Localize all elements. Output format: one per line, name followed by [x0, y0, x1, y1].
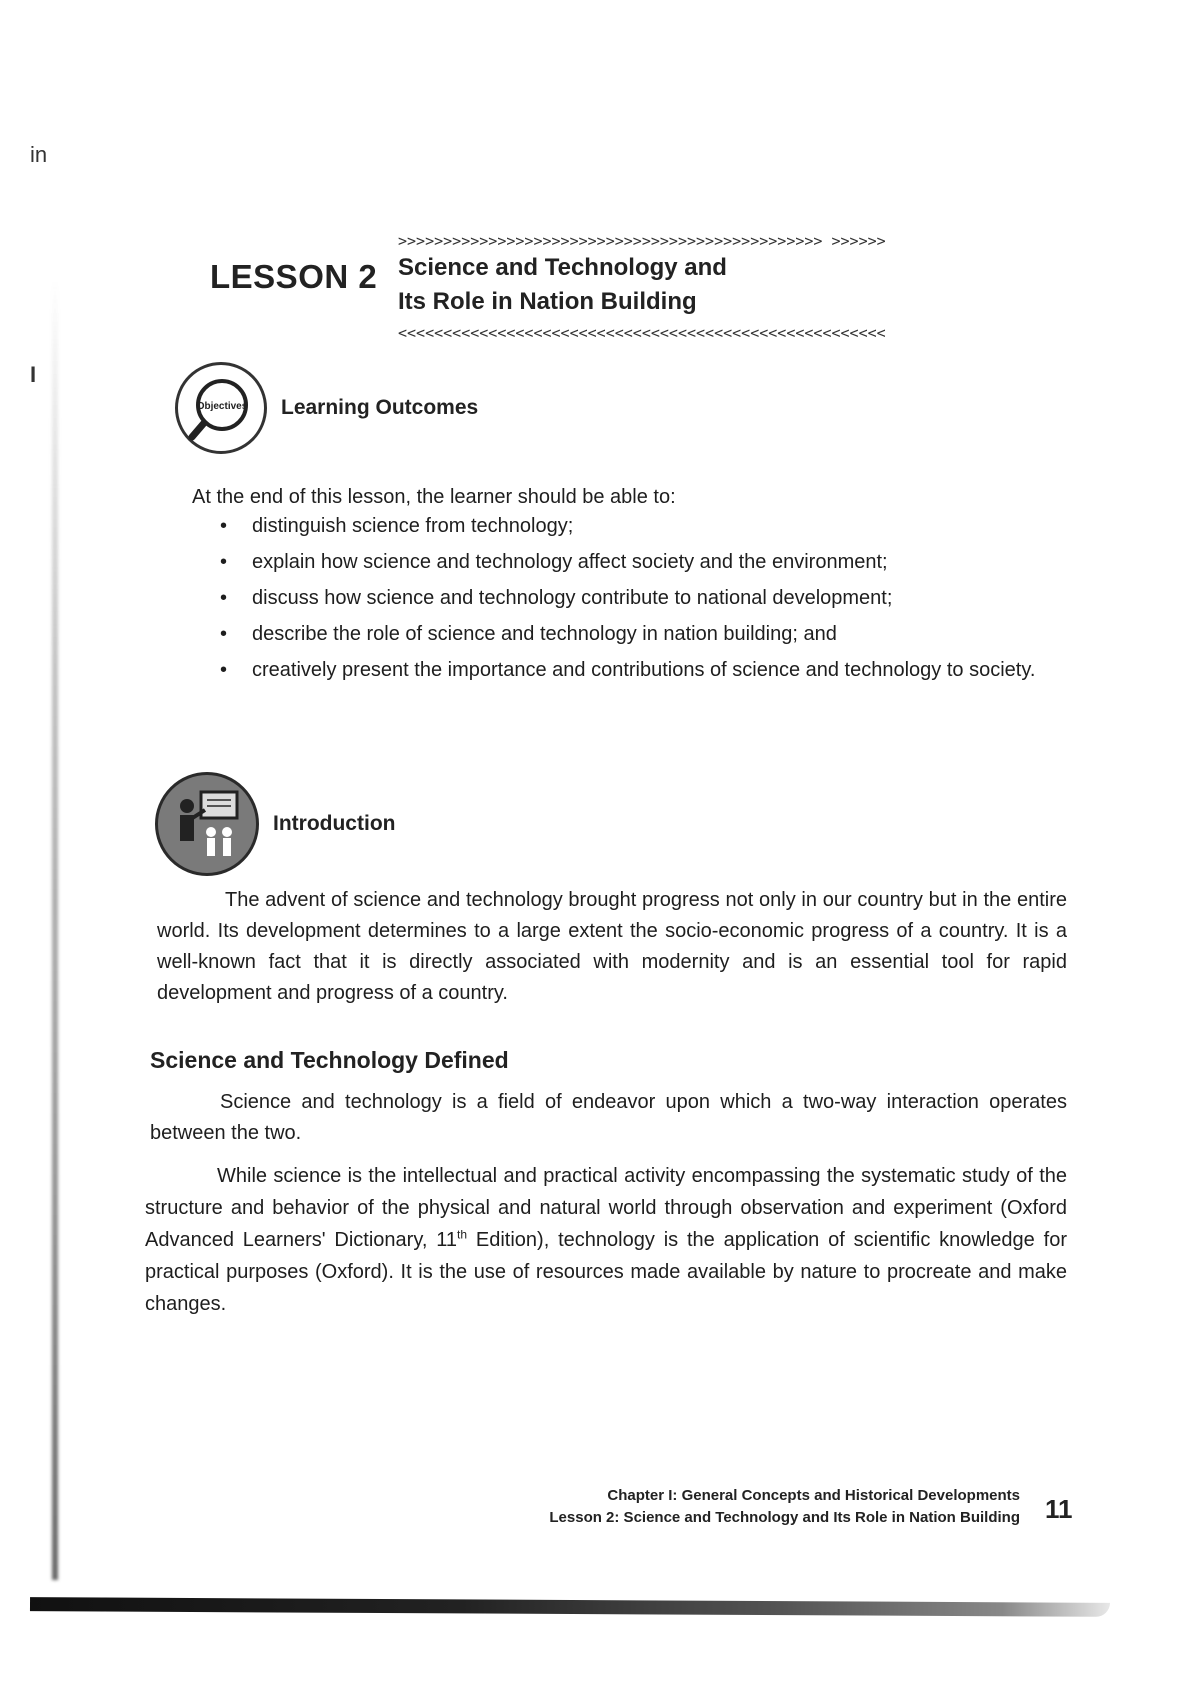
outcome-item: • describe the role of science and technology in nation building; and: [220, 620, 1060, 648]
page-bottom-edge: [30, 1597, 1110, 1617]
page-number: 11: [1045, 1494, 1073, 1524]
definition-heading: Science and Technology Defined: [150, 1047, 509, 1073]
margin-mark: I: [30, 362, 37, 387]
footer-lesson: Lesson 2: Science and Technology and Its Role in Nation Building: [549, 1509, 1020, 1526]
edition-superscript: th: [457, 1227, 468, 1242]
outcome-item: • explain how science and technology affect society and the environment;: [220, 548, 1060, 576]
introduction-title: Introduction: [273, 812, 396, 835]
footer-chapter: Chapter I: General Concepts and Historical Developments: [607, 1487, 1020, 1504]
teacher-presenting-icon: [155, 772, 259, 876]
lesson-title-line-1: Science and Technology and: [398, 254, 727, 281]
lesson-title-line-2: Its Role in Nation Building: [398, 288, 697, 315]
objectives-icon-text: Objectives: [196, 401, 248, 412]
definition-paragraph-2-part-b: Edition), technology is the application of scientific knowledge for practical purposes (Oxford). It is the use of resources made available by nature to procreate and make changes.: [145, 1229, 1067, 1315]
learning-outcomes-title: Learning Outcomes: [281, 396, 479, 419]
introduction-header: [155, 772, 395, 876]
introduction-paragraph: The advent of science and technology brought progress not only in our country but in the entire world. Its development determines to a large extent the socio-economic progress of a country. It is a well-known fact that it is directly associated with modernity and is an essential tool for rapid development and progress of a country.: [157, 889, 1067, 1004]
definition-paragraph-2: [145, 1160, 1067, 1320]
margin-mark: in: [30, 142, 48, 167]
magnifier-objectives-icon: [175, 362, 267, 454]
lesson-title-block: [398, 232, 1068, 342]
outcomes-list: [220, 512, 1060, 692]
lesson-label: LESSON 2: [210, 258, 378, 295]
definition-paragraph-1: Science and technology is a field of endeavor upon which a two-way interaction operates between the two.: [150, 1091, 1067, 1144]
page-edge-shadow: [52, 280, 58, 1580]
page-footer: [549, 1485, 1020, 1529]
outcomes-intro: At the end of this lesson, the learner should be able to:: [192, 486, 676, 508]
outcome-item: • discuss how science and technology contribute to national development;: [220, 584, 1060, 612]
definition-paragraph-2-part-a: While science is the intellectual and practical activity encompassing the systematic study of the structure and behavior of the physical and natural world through observation and experiment (Oxford Advanced Learners' Dictionary, 11: [145, 1165, 1067, 1251]
learning-outcomes-header: [175, 362, 478, 454]
outcome-item: • creatively present the importance and contributions of science and technology to society.: [220, 656, 1060, 684]
chevron-border-bottom: <<<<<<<<<<<<<<<<<<<<<<<<<<<<<<<<<<<<<<<<<<<<<<<<<<<<<<: [398, 324, 886, 342]
outcome-item: • distinguish science from technology;: [220, 512, 1060, 540]
chevron-border-top: >>>>>>>>>>>>>>>>>>>>>>>>>>>>>>>>>>>>>>>>>>>>>>> >>>>>>: [398, 232, 886, 250]
